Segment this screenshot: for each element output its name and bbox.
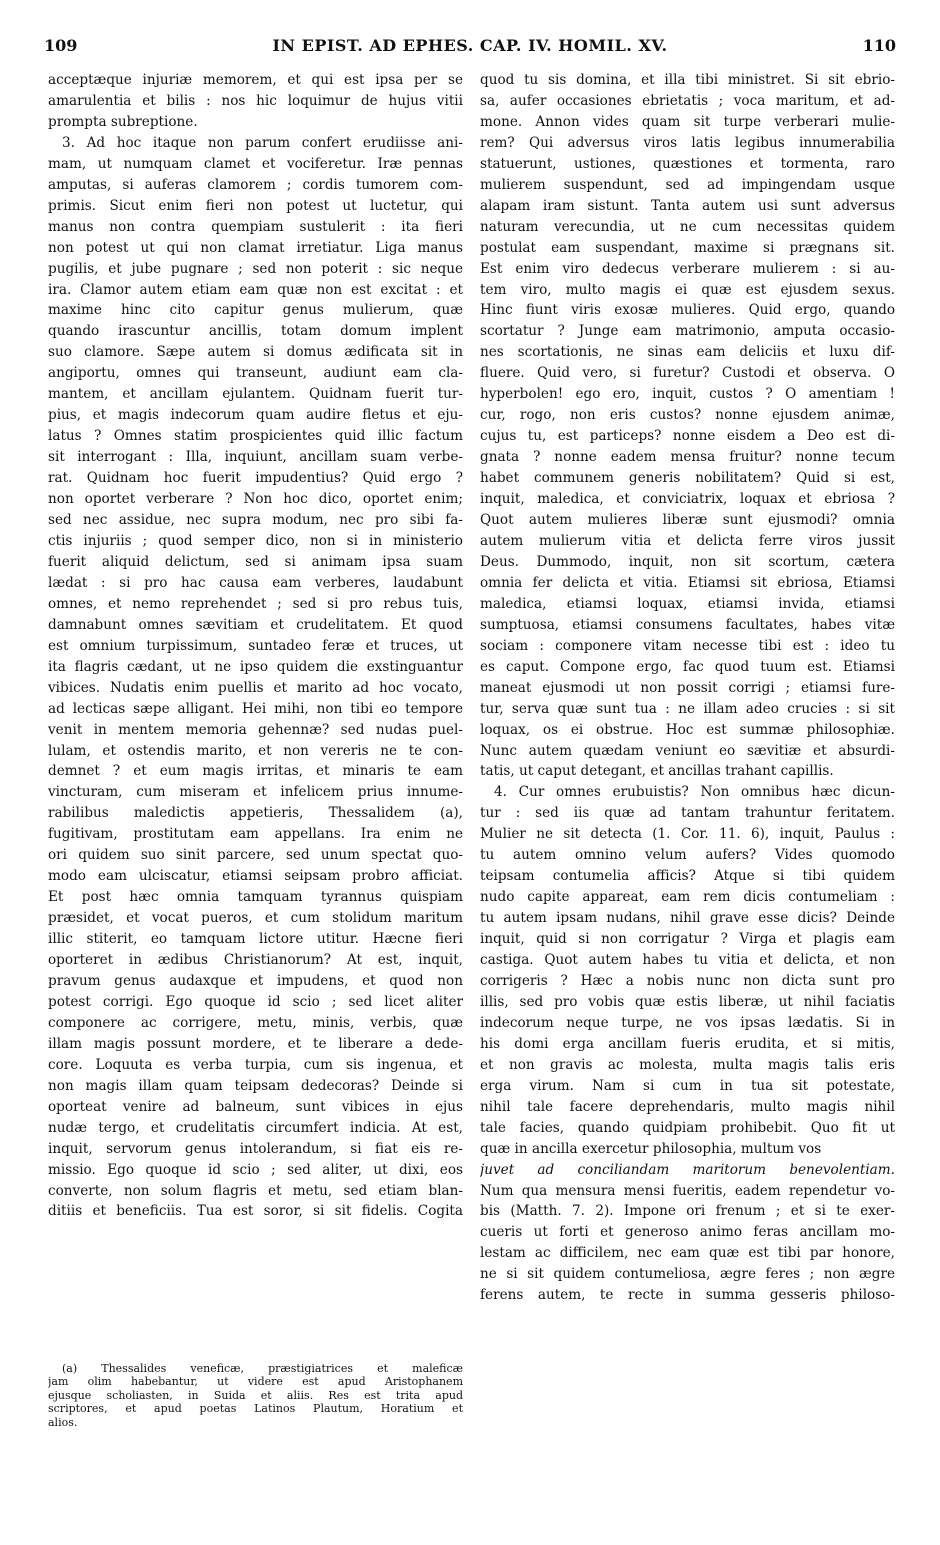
text-line: naturam verecundia, ut ne cum necessitas quidem	[480, 218, 895, 235]
text-line: et non gravis ac molesta, multa magis talis eris	[480, 1056, 895, 1073]
text-line: prompta subreptione.	[48, 113, 198, 130]
text-line: postulat eam suspendant, maxime si prægnans sit.	[480, 239, 895, 256]
text-line: Quot autem mulieres liberæ sunt ejusmodi? omnia	[480, 512, 895, 529]
text-line: missio. Ego quoque id scio ; sed aliter, ut dixi, eos	[48, 1161, 463, 1178]
text-line: demnet ? et eum magis irritas, et minaris te eam	[48, 763, 463, 780]
text-line: ad lecticas sæpe alligant. Hei mihi, non tibi eo tempore	[48, 700, 463, 717]
text-line: 4. Cur omnes erubuistis? Non omnibus hæc dicun-	[494, 784, 895, 801]
text-line: omnia fer delicta et vitia. Etiamsi sit ebriosa, Etiamsi	[480, 574, 895, 591]
text-line: core. Loquuta es verba turpia, cum sis ingenua, et	[48, 1056, 463, 1073]
text-line: quæ in ancilla exercetur philosophia, multum vos	[480, 1140, 822, 1157]
text-line: vibices. Nudatis enim puellis et marito ad hoc vocato,	[48, 679, 463, 696]
text-line: sociam : componere vitam necesse tibi est : ideo tu	[480, 637, 895, 654]
text-line: mulierem suspendunt, sed ad impingendam usque	[480, 176, 895, 193]
text-line: mone. Annon vides quam sit turpe verberari mulie-	[480, 113, 895, 130]
text-line: inquit, maledica, et conviciatrix, loquax et ebriosa ?	[480, 491, 895, 508]
text-line: ne si sit quidem contumeliosa, ægre feres ; non ægre	[480, 1266, 895, 1283]
text-line: erga virum. Nam si cum in tua sit potestate,	[480, 1077, 895, 1094]
text-line: hyperbolen! ego ero, inquit, custos ? O amentiam !	[480, 386, 895, 403]
text-line: maledica, etiamsi loquax, etiamsi invida, etiamsi	[480, 595, 895, 612]
running-title: IN EPIST. AD EPHES. CAP. IV. HOMIL. XV.	[272, 36, 668, 55]
text-line: ferens autem, te recte in summa gesseris philoso-	[480, 1287, 895, 1304]
text-line: acceptæque injuriæ memorem, et qui est ipsa per se	[48, 72, 463, 88]
text-line: cujus tu, est particeps? nonne eisdem a Deo est di-	[480, 428, 895, 445]
left-column	[48, 70, 463, 1222]
text-line: primis. Sicut enim fieri non potest ut luctetur, qui	[48, 197, 463, 214]
text-line: amarulentia et bilis : nos hic loquimur de hujus vitii	[48, 92, 463, 109]
text-line: componere ac corrigere, metu, minis, verbis, quæ	[48, 1014, 463, 1031]
text-line: ditiis et beneficiis. Tua est soror, si sit fidelis. Cogita	[48, 1203, 463, 1220]
text-line: alapam iram sistunt. Tanta autem usi sunt adversus	[480, 197, 895, 214]
text-line: Nunc autem quædam veniunt eo sævitiæ et absurdi-	[480, 742, 895, 759]
text-line: statuerunt, ustiones, quæstiones et tormenta, raro	[480, 155, 895, 172]
text-line: cur, rogo, non eris custos? nonne ejusdem animæ,	[480, 407, 895, 424]
text-line: pius, et magis indecorum quam audire fletus et eju-	[48, 407, 463, 424]
text-line: non potest ut qui non clamat irretiatur. Liga manus	[48, 239, 463, 256]
text-line: ctis injuriis ; quod semper dico, non si in ministerio	[48, 532, 463, 549]
text-line: quando irascuntur ancillis, totam domum implent	[48, 323, 463, 340]
text-line: lestam ac difficilem, nec eam quæ est tibi par honore,	[480, 1245, 895, 1262]
running-header	[44, 36, 896, 60]
text-line: quod tu sis domina, et illa tibi ministret. Si sit ebrio-	[480, 72, 895, 88]
text-line: omnes, et nemo reprehendet ; sed si pro rebus tuis,	[48, 595, 463, 612]
text-line: vincturam, cum miseram et infelicem prius innume-	[48, 784, 463, 801]
footnote-line: ejusque scholiasten, in Suida et aliis. Res est trita apud	[48, 1388, 463, 1402]
text-line: tatis, ut caput detegant, et ancillas trahant capillis.	[480, 763, 834, 780]
text-line: pravum genus audaxque et impudens, et quod non	[48, 972, 463, 989]
text-line: teipsam contumelia afficis? Atque si tibi quidem	[480, 868, 895, 885]
page-number-right: 110	[862, 36, 896, 55]
text-line: præsidet, et vocat pueros, et cum stolidum maritum	[48, 910, 463, 927]
text-line: sumptuosa, etiamsi consumens facultates, habes vitæ	[480, 616, 895, 633]
text-line: mam, ut numquam clamet et vociferetur. Iræ pennas	[48, 155, 463, 172]
text-line: pugilis, et jube pugnare ; sed non poterit : sic neque	[48, 260, 463, 277]
text-line: rem? Qui adversus viros latis legibus innumerabilia	[480, 134, 895, 151]
footnote-line: jam olim habebantur, ut videre est apud Aristophanem	[48, 1375, 463, 1389]
footnote-line: alios.	[48, 1415, 78, 1429]
text-line: latus ? Omnes statim prospicientes quid illic factum	[48, 428, 463, 445]
text-line: Num qua mensura mensi fueritis, eadem rependetur vo-	[480, 1182, 895, 1199]
text-line: cueris ut forti et generoso animo feras ancillam mo-	[480, 1224, 895, 1241]
text-line: tale facies, quando quidpiam prohibebit. Quo fit ut	[480, 1119, 895, 1136]
text-line: 3. Ad hoc itaque non parum confert erudiisse ani-	[62, 134, 463, 151]
text-line: loquax, os ei obstrue. Hoc est summæ philosophiæ.	[480, 721, 895, 738]
text-line: Mulier ne sit detecta (1. Cor. 11. 6), inquit, Paulus :	[480, 826, 895, 843]
text-line: habet communem generis nobilitatem? Quid si est,	[480, 470, 895, 487]
text-line: non oportet verberare ? Non hoc dico, oportet enim;	[48, 491, 463, 508]
text-line: corrigeris ? Hæc a nobis nunc non dicta sunt pro	[480, 972, 895, 989]
page-number-left: 109	[44, 36, 78, 55]
text-line: Et post hæc omnia tamquam tyrannus quispiam	[48, 889, 463, 906]
text-line: suo clamore. Sæpe autem si domus ædificata sit in	[48, 344, 463, 361]
text-line: autem mulierum vitia et delicta ferre viros jussit	[480, 532, 895, 549]
text-line: non magis illam quam teipsam dedecoras? Deinde si	[48, 1077, 463, 1094]
text-line: tur, serva quæ sunt tua : ne illam adeo crucies : si sit	[480, 700, 895, 717]
text-line: ita flagris cædant, ut ne ipso quidem die exstinguantur	[48, 658, 463, 675]
text-line: oporteat venire ad balneum, sunt vibices in ejus	[48, 1098, 463, 1115]
text-line: inquit, quid si non corrigatur ? Virga et plagis eam	[480, 931, 895, 948]
text-line: nihil tale facere deprehendaris, multo magis nihil	[480, 1098, 895, 1115]
text-line: potest corrigi. Ego quoque id scio ; sed licet aliter	[48, 993, 463, 1010]
text-line: juvet ad conciliandam maritorum benevolentiam.	[480, 1161, 895, 1178]
text-line: maneat ejusmodi ut non possit corrigi ; etiamsi fure-	[480, 679, 895, 696]
text-line: angiportu, omnes qui transeunt, audiunt eam cla-	[48, 365, 463, 382]
text-line: illam magis possunt mordere, et te liberare a dede-	[48, 1035, 463, 1052]
text-line: maxime hinc cito capitur genus mulierum, quæ	[48, 302, 463, 319]
text-line: nudo capite appareat, eam rem dicis contumeliam :	[480, 889, 895, 906]
text-line: tur : sed iis quæ ad tantam trahuntur feritatem.	[480, 805, 895, 822]
text-line: fugitivam, prostitutam eam appellans. Ira enim ne	[48, 826, 463, 843]
text-line: fuerit aliquid delictum, sed si animam ipsa suam	[48, 553, 463, 570]
text-line: his domi erga ancillam fueris erudita, et si mitis,	[480, 1035, 895, 1052]
footnote-line: scriptores, et apud poetas Latinos Plautum, Horatium et	[48, 1402, 463, 1416]
text-line: sit interrogant : Illa, inquiunt, ancillam suam verbe-	[48, 449, 463, 466]
text-line: illis, sed pro vobis quæ estis liberæ, ut nihil faciatis	[480, 993, 895, 1010]
text-line: fluere. Quid vero, si furetur? Custodi et observa. O	[480, 365, 895, 382]
text-line: Est enim viro dedecus verberare mulierem : si au-	[480, 260, 895, 277]
text-line: manus non contra quempiam sustulerit : ita fieri	[48, 218, 463, 235]
text-line: oporteret in ædibus Christianorum? At est, inquit,	[48, 952, 463, 969]
text-line: bis (Matth. 7. 2). Impone ori frenum ; et si te exer-	[480, 1203, 895, 1220]
text-line: tem viro, multo magis ei quæ est ejusdem sexus.	[480, 281, 895, 298]
footnote	[48, 1362, 463, 1429]
text-line: ori quidem suo sinit parcere, sed unum spectat quo-	[48, 847, 463, 864]
text-line: converte, non solum flagris et metu, sed etiam blan-	[48, 1182, 463, 1199]
text-line: es caput. Compone ergo, fac quod tuum est. Etiamsi	[480, 658, 895, 675]
text-line: gnata ? nonne eadem mensa fruitur? nonne tecum	[480, 449, 895, 466]
text-line: inquit, servorum genus intolerandum, si fiat eis re-	[48, 1140, 463, 1157]
right-column	[480, 70, 895, 1306]
text-line: nes scortationis, ne sinas eam deliciis et luxu dif-	[480, 344, 895, 361]
text-line: scortatur ? Junge eam matrimonio, amputa occasio-	[480, 323, 895, 340]
text-line: Hinc fiunt viris exosæ mulieres. Quid ergo, quando	[480, 302, 895, 319]
text-line: tu autem ipsam nudans, nihil grave esse dicis? Deinde	[480, 910, 895, 927]
footnote-line: (a) Thessalides veneficæ, præstigiatrices et maleficæ	[62, 1362, 463, 1375]
text-line: modo eam ulciscatur, etiamsi seipsam probro afficiat.	[48, 868, 463, 885]
text-line: venit in mentem memoria gehennæ? sed nudas puel-	[48, 721, 463, 738]
text-line: lædat : si pro hac causa eam verberes, laudabunt	[48, 574, 463, 591]
text-line: sed nec assidue, nec supra modum, nec pro sibi fa-	[48, 512, 463, 529]
text-line: illic stiterit, eo tamquam lictore utitur. Hæcne fieri	[48, 931, 463, 948]
text-line: damnabunt omnes sævitiam et crudelitatem. Et quod	[48, 616, 463, 633]
text-line: tu autem omnino velum aufers? Vides quomodo	[480, 847, 895, 864]
text-line: lulam, et ostendis marito, et non vereris ne te con-	[48, 742, 463, 759]
text-line: sa, aufer occasiones ebrietatis ; voca maritum, et ad-	[480, 92, 895, 109]
text-line: ira. Clamor autem etiam eam quæ non est excitat : et	[48, 281, 463, 298]
text-line: amputas, si auferas clamorem ; cordis tumorem com-	[48, 176, 463, 193]
text-line: rabilibus maledictis appetieris, Thessalidem (a),	[48, 805, 463, 822]
text-line: rat. Quidnam hoc fuerit impudentius? Quid ergo ?	[48, 470, 463, 487]
text-line: Deus. Dummodo, inquit, non sit scortum, cætera	[480, 553, 895, 570]
text-line: est omnium turpissimum, suntadeo feræ et truces, ut	[48, 637, 463, 654]
text-line: mantem, et ancillam ejulantem. Quidnam fuerit tur-	[48, 386, 463, 403]
text-line: castiga. Quot autem habes tu vitia et delicta, et non	[480, 952, 895, 969]
text-line: nudæ tergo, et crudelitatis circumfert indicia. At est,	[48, 1119, 463, 1136]
text-line: indecorum neque turpe, ne vos ipsas lædatis. Si in	[480, 1014, 895, 1031]
